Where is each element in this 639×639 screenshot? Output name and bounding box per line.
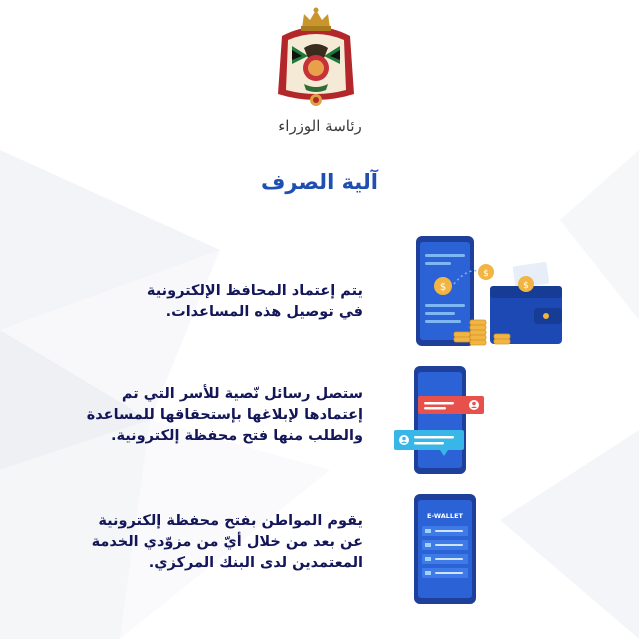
page-title: آلية الصرف bbox=[261, 170, 378, 194]
step-3-line-3: المعتمدين لدى البنك المركزي. bbox=[148, 555, 363, 571]
step-2-line-1: ستصل رسائل نّصية للأسر التي تم bbox=[121, 386, 363, 402]
royal-coat-of-arms-icon bbox=[268, 6, 364, 112]
svg-text:$: $ bbox=[523, 281, 529, 291]
step-2-text bbox=[87, 384, 363, 447]
step-1-text bbox=[147, 281, 363, 323]
phone-chat-messages-icon bbox=[390, 364, 492, 476]
phone-wallet-coins-icon bbox=[410, 234, 570, 350]
step-3-text bbox=[92, 511, 363, 574]
step-2-line-2: إعتمادها لإبلاغها بإستحقاقها للمساعدة bbox=[86, 407, 363, 423]
svg-text:$: $ bbox=[439, 282, 447, 293]
prime-ministry-calligraphy: رئاسة الوزراء bbox=[278, 117, 362, 135]
step-2-line-3: والطلب منها فتح محفظة إلكترونية. bbox=[110, 428, 363, 444]
step-1-line-2: في توصيل هذه المساعدات. bbox=[165, 304, 363, 320]
svg-text:$: $ bbox=[483, 269, 489, 279]
phone-e-wallet-icon bbox=[412, 492, 478, 606]
step-3-line-1: يقوم المواطن بفتح محفظة إلكترونية bbox=[98, 513, 363, 529]
step-1-line-1: يتم إعتماد المحافظ الإلكترونية bbox=[146, 283, 363, 299]
e-wallet-label: E-WALLET bbox=[427, 512, 463, 520]
step-3-line-2: عن بعد من خلال أيّ من مزوّدي الخدمة bbox=[91, 534, 363, 550]
